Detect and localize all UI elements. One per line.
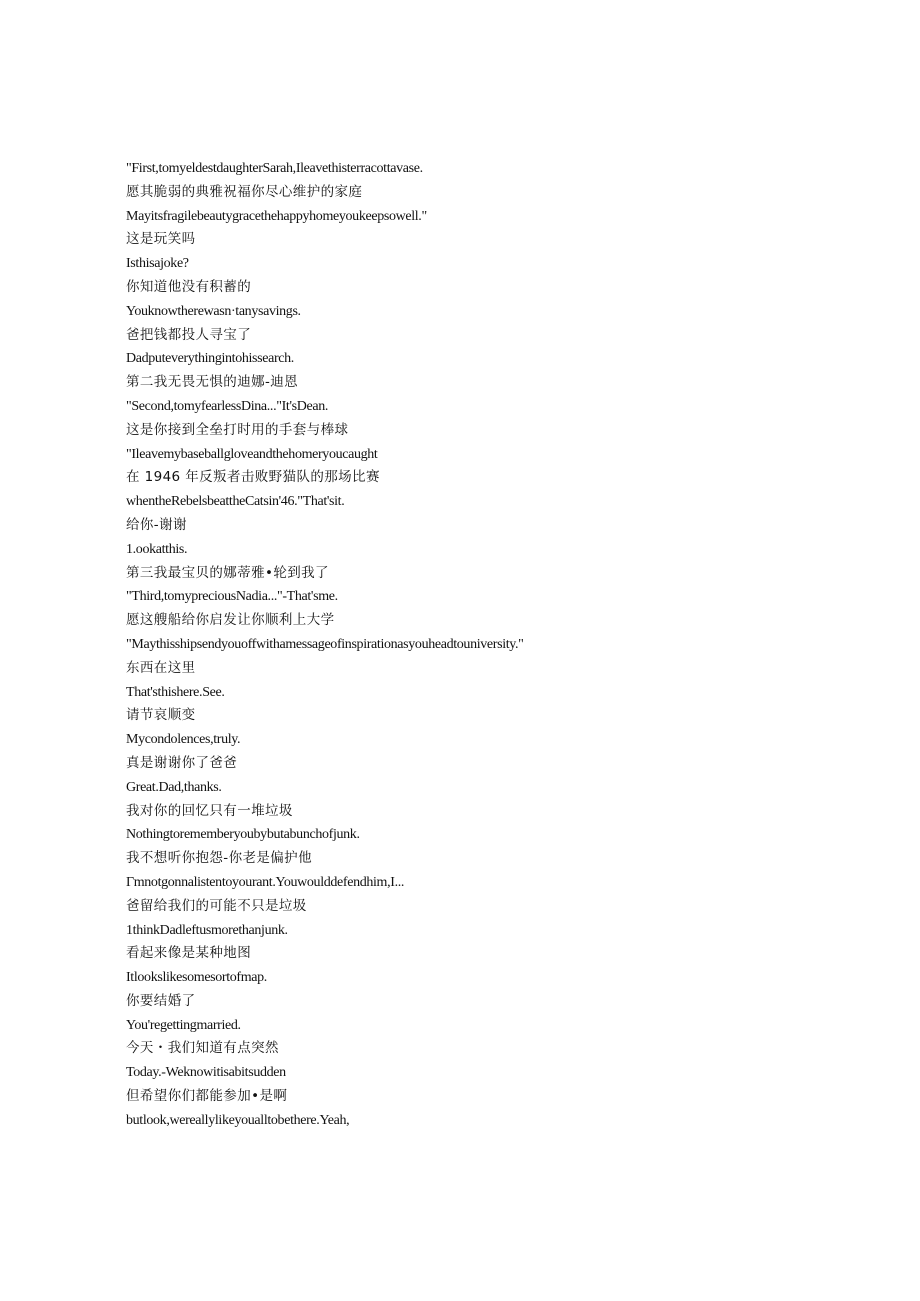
english-subtitle-line: Youknowtherewasn·tanysavings. — [126, 303, 301, 319]
english-subtitle-line: "Second,tomyfearlessDina..."It'sDean. — [126, 398, 328, 414]
chinese-subtitle-line: 今天・我们知道有点突然 — [126, 1040, 279, 1057]
chinese-subtitle-line: 东西在这里 — [126, 659, 196, 676]
english-subtitle-line: Dadputeverythingintohissearch. — [126, 351, 294, 367]
english-subtitle-line: 1.ookatthis. — [126, 541, 188, 557]
chinese-subtitle-line: 这是你接到全垒打时用的手套与棒球 — [126, 421, 349, 438]
english-subtitle-line: 1thinkDadleftusmorethanjunk. — [126, 922, 288, 938]
english-subtitle-line: "Ileavemybaseballgloveandthehomeryoucaught — [126, 446, 378, 462]
chinese-subtitle-line: 愿其脆弱的典雅祝福你尽心维护的家庭 — [126, 183, 363, 200]
english-subtitle-line: "Third,tomypreciousNadia..."-That'sme. — [126, 589, 338, 605]
english-subtitle-line: Γmnotgonnalistentoyourant.Youwoulddefendhim,I... — [126, 874, 405, 890]
chinese-subtitle-line: 请节哀顺变 — [126, 707, 196, 724]
english-subtitle-line: butlook,wereallylikeyoualltobethere.Yeah, — [126, 1112, 350, 1128]
chinese-subtitle-line: 你要结婚了 — [126, 992, 196, 1009]
english-subtitle-line: Mayitsfragilebeautygracethehappyhomeyoukeepsowell." — [126, 208, 427, 224]
chinese-subtitle-line: 爸留给我们的可能不只是垃圾 — [126, 897, 307, 914]
english-subtitle-line: "Maythisshipsendyouoffwithamessageofinspirationasyouheadtouniversity." — [126, 636, 524, 652]
chinese-subtitle-line: 这是玩笑吗 — [126, 231, 196, 248]
english-subtitle-line: Itlookslikesomesortofmap. — [126, 970, 267, 986]
english-subtitle-line: Today.-Weknowitisabitsudden — [126, 1065, 286, 1081]
chinese-subtitle-line: 我不想听你抱怨-你老是偏护他 — [126, 850, 312, 867]
chinese-subtitle-line: 爸把钱都投人寻宝了 — [126, 326, 252, 343]
chinese-subtitle-line: 看起来像是某种地图 — [126, 945, 252, 962]
chinese-subtitle-line: 我对你的回忆只有一堆垃圾 — [126, 802, 293, 819]
chinese-subtitle-line: 在 1946 年反叛者击败野猫队的那场比赛 — [126, 469, 380, 486]
chinese-subtitle-line: 真是谢谢你了爸爸 — [126, 754, 238, 771]
chinese-subtitle-line: 你知道他没有积蓄的 — [126, 278, 252, 295]
chinese-subtitle-line: 第三我最宝贝的娜蒂雅•轮到我了 — [126, 564, 329, 581]
english-subtitle-line: Great.Dad,thanks. — [126, 779, 222, 795]
chinese-subtitle-line: 给你-谢谢 — [126, 516, 187, 533]
english-subtitle-line: You'regettingmarried. — [126, 1017, 241, 1033]
subtitle-lines — [126, 157, 886, 1133]
chinese-subtitle-line: 愿这艘船给你启发让你顺利上大学 — [126, 612, 335, 629]
chinese-subtitle-line: 但希望你们都能参加•是啊 — [126, 1088, 288, 1105]
english-subtitle-line: Mycondolences,truly. — [126, 732, 241, 748]
english-subtitle-line: That'sthishere.See. — [126, 684, 225, 700]
english-subtitle-line: "First,tomyeldestdaughterSarah,Ileavethisterracottavase. — [126, 161, 423, 176]
english-subtitle-line: Isthisajoke? — [126, 256, 189, 272]
english-subtitle-line: whentheRebelsbeattheCatsin'46."That'sit. — [126, 494, 345, 510]
english-subtitle-line: Nothingtorememberyoubybutabunchofjunk. — [126, 827, 360, 843]
chinese-subtitle-line: 第二我无畏无惧的迪娜-迪恩 — [126, 374, 299, 391]
